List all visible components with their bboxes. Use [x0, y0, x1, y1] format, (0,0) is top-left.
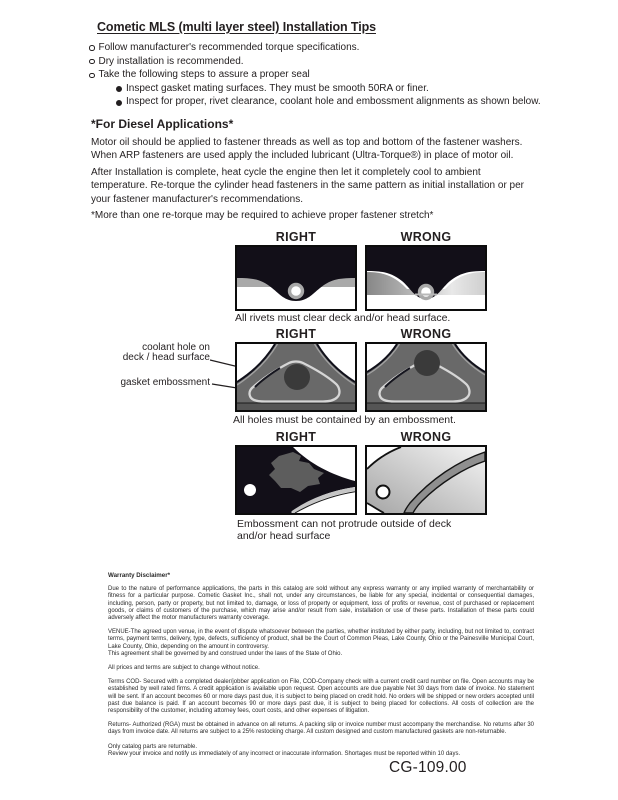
list-item-text: Take the following steps to assure a proper seal [98, 69, 310, 81]
wrong-label-row2: WRONG [400, 327, 452, 341]
disclaimer-paragraph: Due to the nature of performance applications, the parts in this catalog are sold without any express warranty or any implied warranty of merchantability or fitness for a particular purpose. Cometic Gasket Inc., shall not, under any circumstances, be liable for any special, incidental or consequential damages, including, person, party or property, but not limited to, damage, or loss of property or equipment, loss of profits or revenue, cost of purchased or replacement goods, or claims of customers of the purchase, which may arise and/or result from sale, installation or use of these parts. Installation of these parts could adversely affect the motor manufacturers warranty coverage. [108, 586, 534, 622]
callout-text: gasket embossment [120, 377, 210, 388]
diesel-applications-heading: *For Diesel Applications* [91, 117, 234, 131]
list-item-text: Inspect gasket mating surfaces. They must be smooth 50RA or finer. [126, 82, 429, 94]
list-item-text: Dry installation is recommended. [98, 55, 244, 67]
diesel-paragraph-2: After Installation is complete, heat cycle the engine then let it completely cool to ambient temperature. Re-torque the cylinder head fasteners in the same pattern as initial installation or per your fastener manufacturer's recommendations. [91, 167, 525, 205]
disclaimer-paragraph: VENUE-The agreed upon venue, in the event of dispute whatsoever between the parties, whether instituted by either party, including, but not limited to, contract terms, payment terms, delivery, type, defects, sufficiency of product, shall be the Court of Common Pleas, Lake County, Ohio or the Painesville Municipal Court, Lake County, Ohio, depending on the amount in controversy. [108, 629, 534, 650]
circle-bullet-icon [89, 73, 95, 79]
callout-coolant-hole [60, 343, 210, 363]
diesel-paragraph-1: Motor oil should be applied to fastener threads as well as top and bottom of the fastener washers. When ARP fasteners are used apply the included lubricant (Ultra-Torque®) in place of motor oil. [91, 137, 523, 162]
figure-embossment-right [235, 445, 357, 515]
row2-caption: All holes must be contained by an embossment. [233, 414, 456, 426]
rivet-clearance-wrong-illustration [367, 247, 485, 309]
list-item [89, 41, 541, 55]
row3-caption-line2: and/or head surface [237, 530, 331, 543]
callout-text: coolant hole on [142, 342, 210, 353]
disclaimer-paragraph: Terms COD- Secured with a completed dealer/jobber application on File, COD-Company check with a current credit card number on file. Open accounts may be established by well rated firms. A credit application is available upon request. Open accounts are due payable Net 30 days from date of invoice. No statement will be sent. If an account becomes 60 or more days past due, it is subject to being placed on credit hold. No orders will be shipped or new orders accepted until past due balance is paid. If an account becomes 90 or more days past due, it is subject to being placed for collections. All costs of collection are the responsibility of the customer, including attorney fees, court costs, and other expenses of litigation. [108, 679, 534, 715]
row1-caption: All rivets must clear deck and/or head surface. [235, 312, 451, 324]
figure-rivet-wrong [365, 245, 487, 311]
list-item [89, 68, 541, 82]
circle-bullet-icon [89, 59, 95, 65]
callout-gasket-embossment [60, 378, 210, 388]
circle-bullet-icon [89, 45, 95, 51]
page-title: Cometic MLS (multi layer steel) Installation Tips [97, 20, 376, 34]
retorque-note: *More than one re-torque may be required to achieve proper fastener stretch* [91, 210, 434, 221]
dot-bullet-icon [116, 100, 122, 106]
disclaimer-paragraph: This agreement shall be governed by and construed under the laws of the State of Ohio. [108, 650, 343, 657]
dot-bullet-icon [116, 86, 122, 92]
wrong-label-row1: WRONG [400, 230, 452, 244]
warranty-disclaimer-section [108, 572, 534, 765]
list-item [116, 95, 541, 109]
disclaimer-paragraph: Review your invoice and notify us immediately of any incorrect or inaccurate information. Shortages must be reported within 10 days. [108, 750, 461, 757]
list-item-text: Inspect for proper, rivet clearance, coolant hole and embossment alignments as shown below. [126, 96, 541, 108]
embossment-wrong-illustration [367, 447, 485, 513]
callout-text: deck / head surface [122, 351, 210, 363]
row3-caption-line1: Embossment can not protrude outside of deck [237, 518, 452, 530]
catalog-page-code: CG-109.00 [389, 759, 467, 776]
disclaimer-heading: Warranty Disclaimer* [108, 572, 171, 579]
list-item-text: Follow manufacturer's recommended torque specifications. [98, 42, 360, 53]
row3-caption [237, 518, 451, 543]
coolant-hole-wrong-illustration [367, 344, 485, 410]
disclaimer-paragraph: Returns- Authorized (RGA) must be obtained in advance on all returns. A packing slip or invoice number must accompany the merchandise. No returns after 30 days from invoice date. All returns are subject to a 25% restocking charge. All custom designed and custom manufactured gaskets are non-returnable. [108, 722, 534, 736]
right-label-row2: RIGHT [275, 327, 317, 341]
coolant-hole-right-illustration [237, 344, 355, 410]
figure-coolant-hole-right [235, 342, 357, 412]
wrong-label-row3: WRONG [400, 430, 452, 444]
disclaimer-paragraph: All prices and terms are subject to change without notice. [108, 665, 260, 672]
list-item [89, 55, 541, 69]
disclaimer-paragraph: Only catalog parts are returnable. [108, 743, 198, 750]
rivet-clearance-right-illustration [237, 247, 355, 309]
embossment-right-illustration [237, 447, 355, 513]
list-item [116, 82, 541, 96]
right-label-row1: RIGHT [275, 230, 317, 244]
right-label-row3: RIGHT [275, 430, 317, 444]
figure-embossment-wrong [365, 445, 487, 515]
figure-coolant-hole-wrong [365, 342, 487, 412]
installation-tips-list [89, 41, 541, 109]
figure-rivet-right [235, 245, 357, 311]
